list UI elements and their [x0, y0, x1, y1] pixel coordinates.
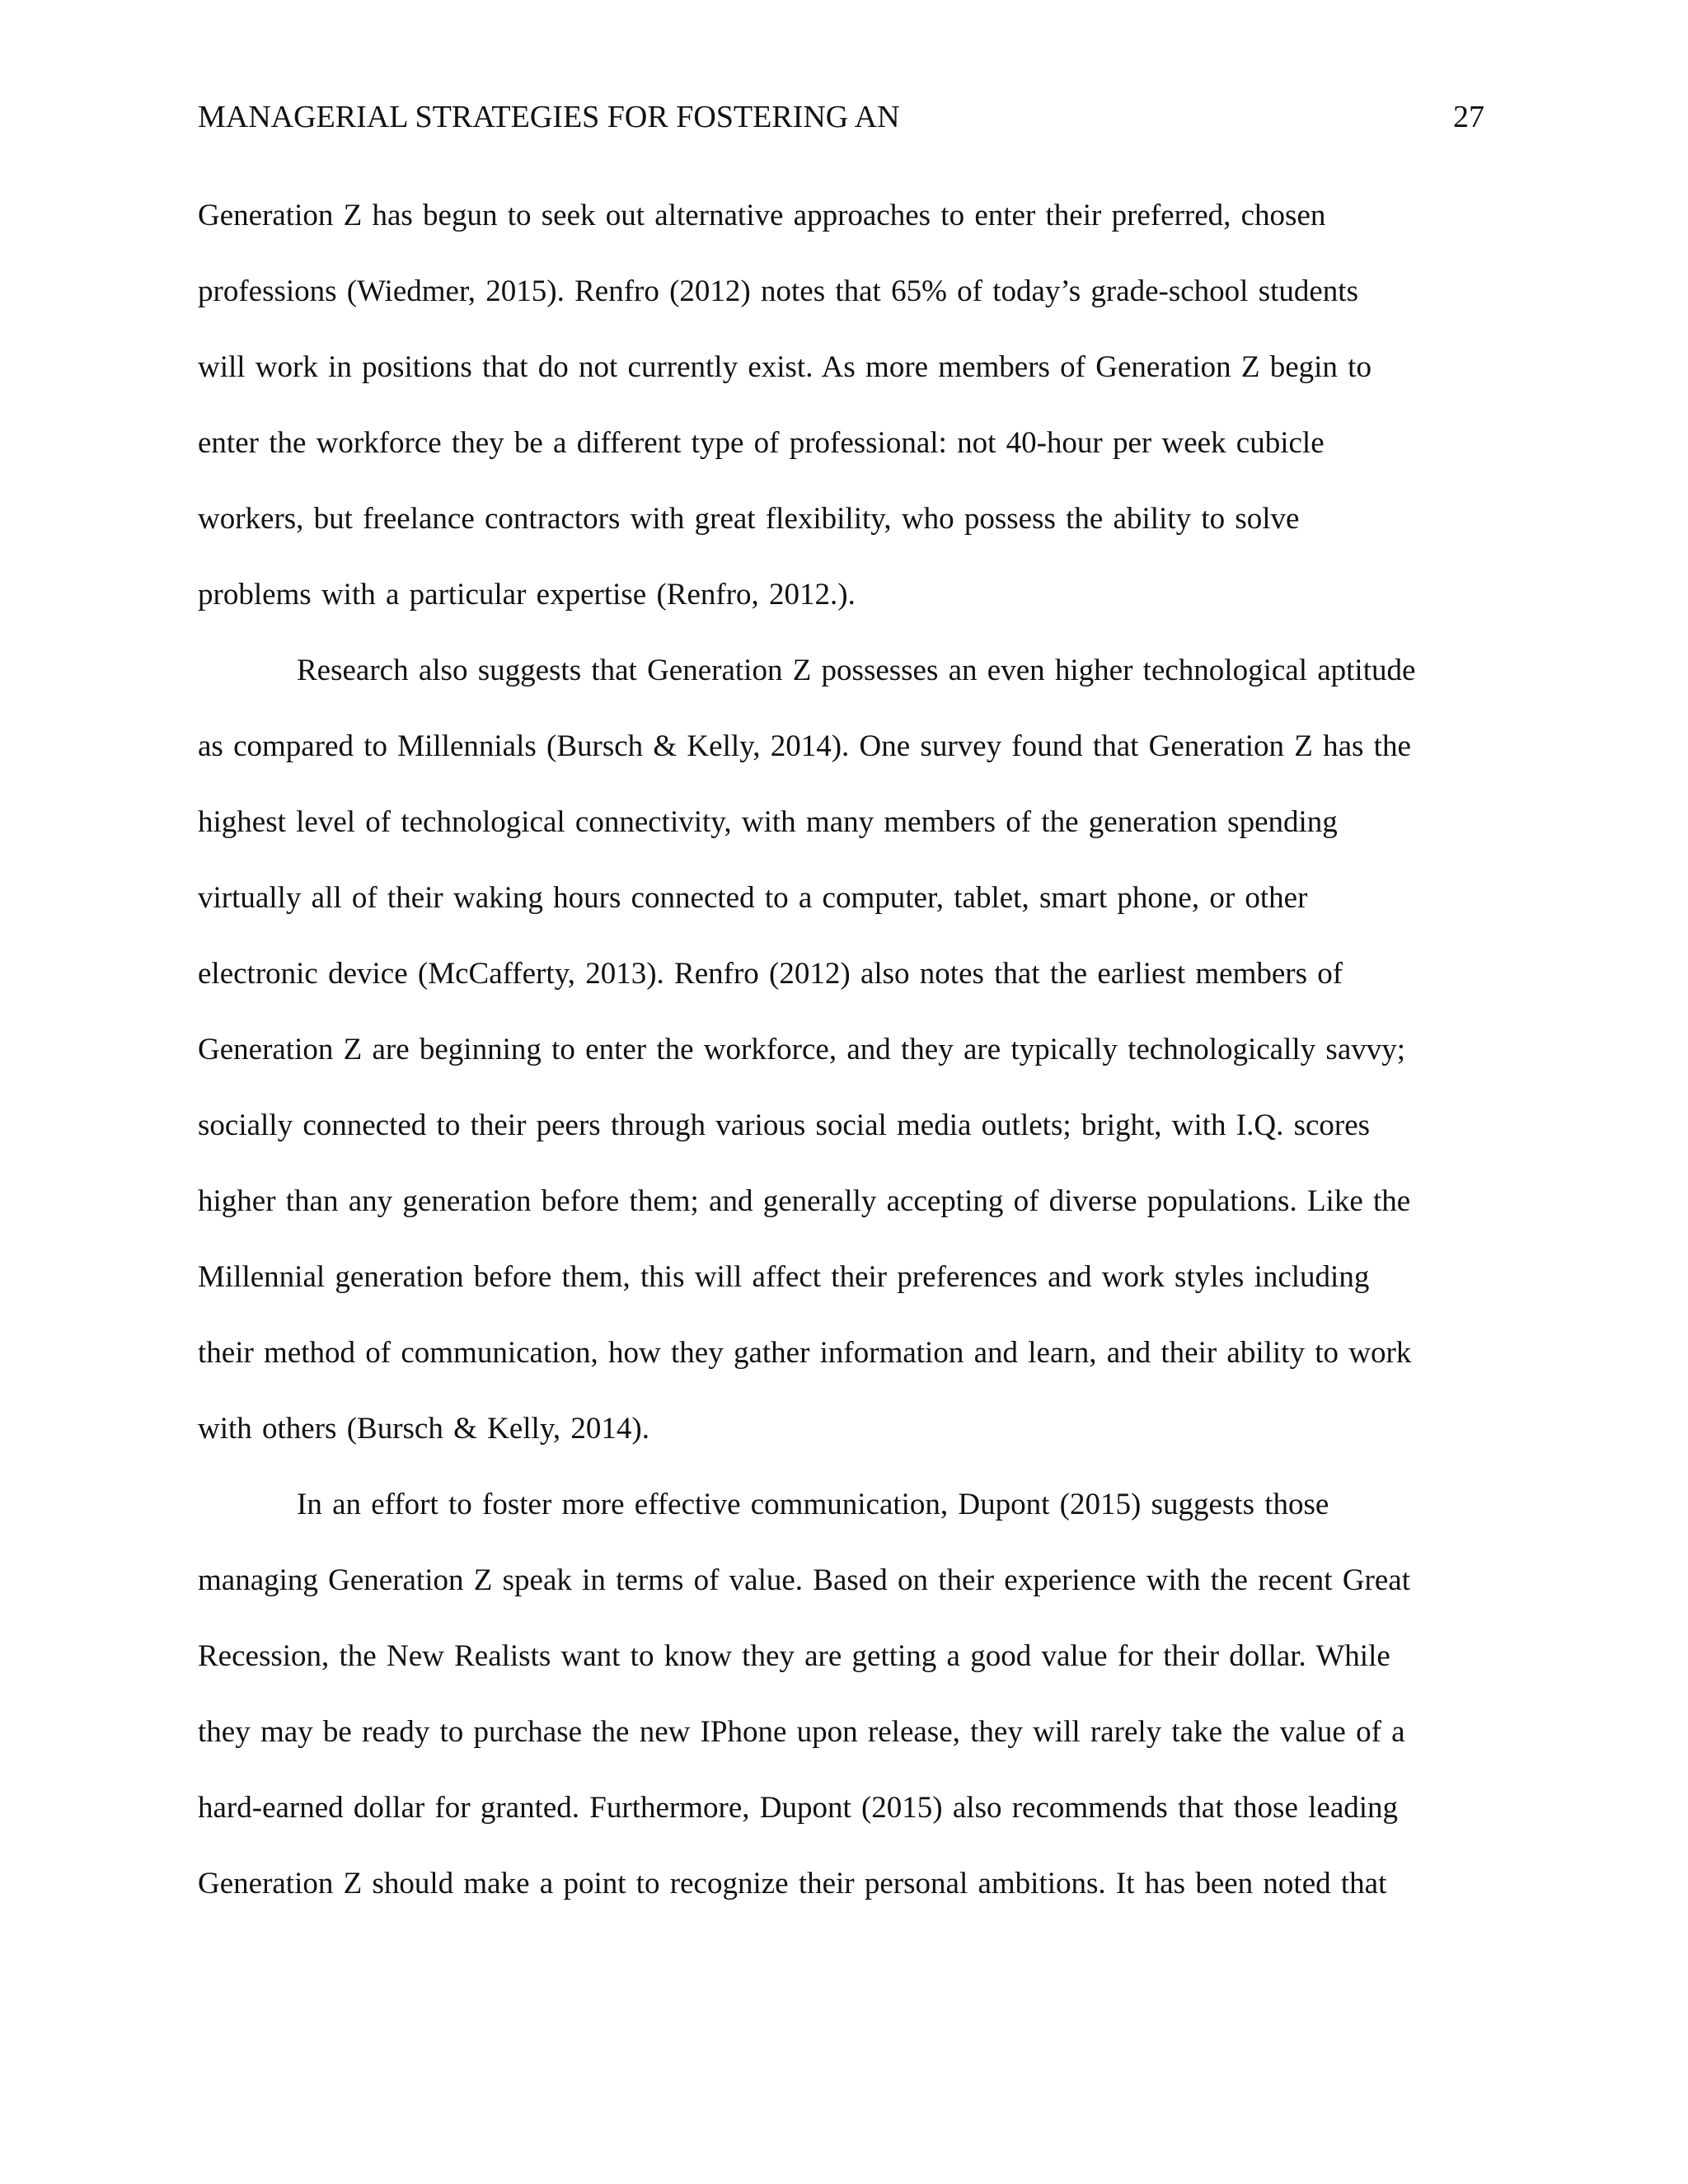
text-line: Generation Z are beginning to enter the workforce, and they are typically technologically savvy;: [198, 1033, 1406, 1066]
text-line: will work in positions that do not currently exist. As more members of Generation Z begin to: [198, 350, 1372, 384]
running-head: MANAGERIAL STRATEGIES FOR FOSTERING AN: [198, 100, 900, 134]
body-text: [198, 197, 1500, 1941]
text-line: they may be ready to purchase the new IPhone upon release, they will rarely take the value of a: [198, 1715, 1405, 1749]
page-number: 27: [1453, 100, 1484, 134]
text-line: professions (Wiedmer, 2015). Renfro (2012) notes that 65% of today’s grade-school students: [198, 274, 1358, 308]
text-line: Millennial generation before them, this will affect their preferences and work styles including: [198, 1260, 1370, 1294]
text-line: their method of communication, how they gather information and learn, and their ability to work: [198, 1336, 1412, 1370]
paragraph-first-line: Research also suggests that Generation Z possesses an even higher technological aptitude: [297, 654, 1416, 687]
text-line: virtually all of their waking hours connected to a computer, tablet, smart phone, or other: [198, 881, 1308, 915]
text-line: Generation Z has begun to seek out alternative approaches to enter their preferred, chosen: [198, 199, 1326, 232]
text-line: workers, but freelance contractors with great flexibility, who possess the ability to solve: [198, 502, 1300, 536]
paragraph-first-line: In an effort to foster more effective communication, Dupont (2015) suggests those: [297, 1488, 1329, 1521]
text-line: electronic device (McCafferty, 2013). Renfro (2012) also notes that the earliest members of: [198, 957, 1343, 991]
text-line: with others (Bursch & Kelly, 2014).: [198, 1412, 649, 1446]
text-line: as compared to Millennials (Bursch & Kelly, 2014). One survey found that Generation Z has the: [198, 729, 1411, 763]
text-line: managing Generation Z speak in terms of value. Based on their experience with the recent Great: [198, 1563, 1410, 1597]
text-line: higher than any generation before them; and generally accepting of diverse populations. Like the: [198, 1184, 1411, 1218]
text-line: Generation Z should make a point to recognize their personal ambitions. It has been noted that: [198, 1867, 1387, 1900]
text-line: highest level of technological connectivity, with many members of the generation spending: [198, 805, 1338, 839]
text-line: hard-earned dollar for granted. Furthermore, Dupont (2015) also recommends that those leading: [198, 1791, 1399, 1825]
text-line: socially connected to their peers through various social media outlets; bright, with I.Q. scores: [198, 1108, 1371, 1142]
text-line: problems with a particular expertise (Renfro, 2012.).: [198, 578, 856, 612]
text-line: Recession, the New Realists want to know they are getting a good value for their dollar. While: [198, 1639, 1390, 1673]
text-line: enter the workforce they be a different type of professional: not 40-hour per week cubicle: [198, 426, 1325, 460]
